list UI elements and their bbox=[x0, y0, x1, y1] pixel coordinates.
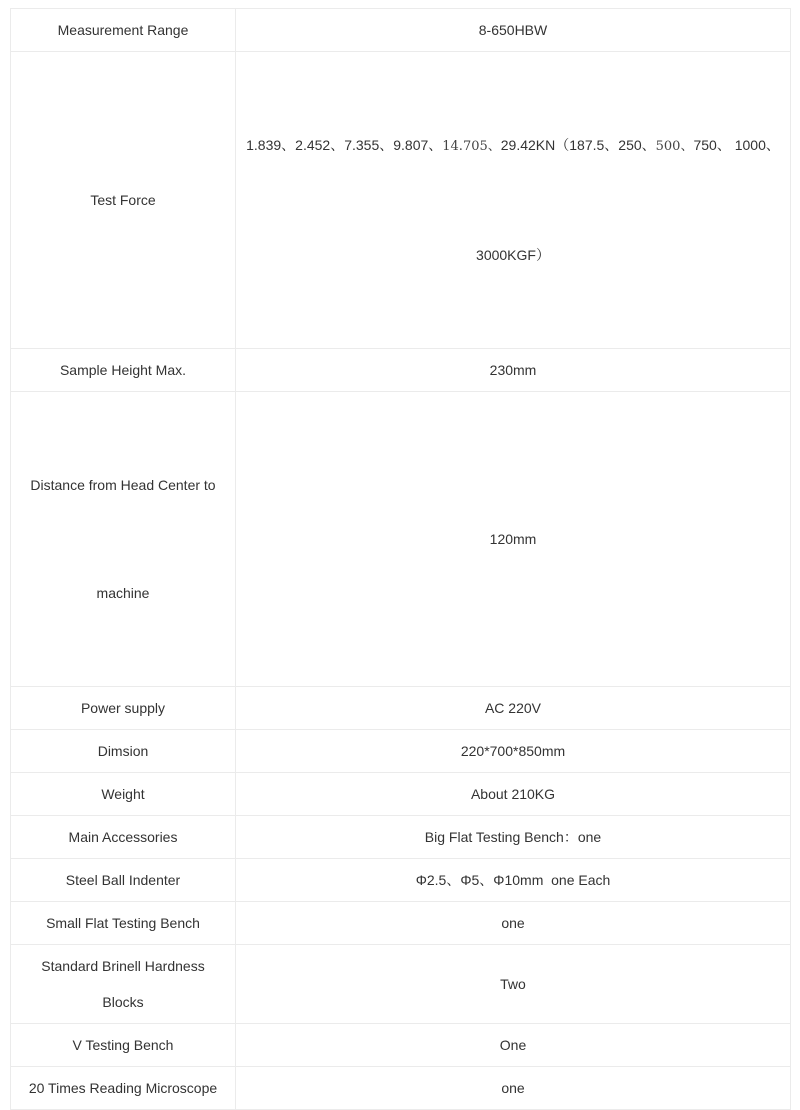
test-force-seg-1: 1.839、2.452、7.355、9.807、 bbox=[246, 137, 443, 153]
spec-value-test-force bbox=[236, 52, 791, 349]
spec-label: Dimsion bbox=[11, 730, 236, 773]
table-row bbox=[11, 859, 791, 902]
spec-value: 230mm bbox=[236, 349, 791, 392]
spec-label: 20 Times Reading Microscope bbox=[11, 1067, 236, 1110]
table-row bbox=[11, 773, 791, 816]
test-force-line-1 bbox=[246, 127, 780, 165]
spec-label: Steel Ball Indenter bbox=[11, 859, 236, 902]
table-row bbox=[11, 816, 791, 859]
spec-label: Main Accessories bbox=[11, 816, 236, 859]
spec-label: Test Force bbox=[11, 52, 236, 349]
spec-value: About 210KG bbox=[236, 773, 791, 816]
spec-value: one bbox=[236, 902, 791, 945]
spec-value: 8-650HBW bbox=[236, 9, 791, 52]
spec-value: AC 220V bbox=[236, 687, 791, 730]
table-row bbox=[11, 9, 791, 52]
spec-value: 120mm bbox=[236, 392, 791, 687]
spec-value: Two bbox=[236, 945, 791, 1024]
table-row bbox=[11, 349, 791, 392]
table-row bbox=[11, 687, 791, 730]
spec-label-distance bbox=[11, 392, 236, 687]
spec-value: One bbox=[236, 1024, 791, 1067]
spec-label: Weight bbox=[11, 773, 236, 816]
table-row bbox=[11, 730, 791, 773]
specification-table bbox=[10, 8, 791, 1110]
test-force-seg-2: 14.705、 bbox=[442, 139, 501, 154]
test-force-line-2: 3000KGF） bbox=[476, 247, 550, 263]
table-row bbox=[11, 902, 791, 945]
spec-value: one bbox=[236, 1067, 791, 1110]
spec-value: Φ2.5、Φ5、Φ10mm one Each bbox=[236, 859, 791, 902]
spec-label: Sample Height Max. bbox=[11, 349, 236, 392]
spec-value: 220*700*850mm bbox=[236, 730, 791, 773]
test-force-seg-5: 750、 1000、 bbox=[693, 137, 780, 153]
spec-label: Power supply bbox=[11, 687, 236, 730]
spec-label: Small Flat Testing Bench bbox=[11, 902, 236, 945]
test-force-seg-3: 29.42KN（187.5、250、 bbox=[500, 137, 656, 153]
table-row bbox=[11, 52, 791, 349]
table-row bbox=[11, 392, 791, 687]
table-row bbox=[11, 945, 791, 1024]
spec-label: V Testing Bench bbox=[11, 1024, 236, 1067]
table-row bbox=[11, 1024, 791, 1067]
table-row bbox=[11, 1067, 791, 1110]
test-force-seg-4: 500、 bbox=[655, 139, 694, 154]
spec-label: Measurement Range bbox=[11, 9, 236, 52]
spec-value: Big Flat Testing Bench：one bbox=[236, 816, 791, 859]
distance-label-line-1: Distance from Head Center to bbox=[30, 477, 216, 493]
spec-label: Standard Brinell Hardness Blocks bbox=[11, 945, 236, 1024]
distance-label-line-2: machine bbox=[96, 585, 150, 601]
